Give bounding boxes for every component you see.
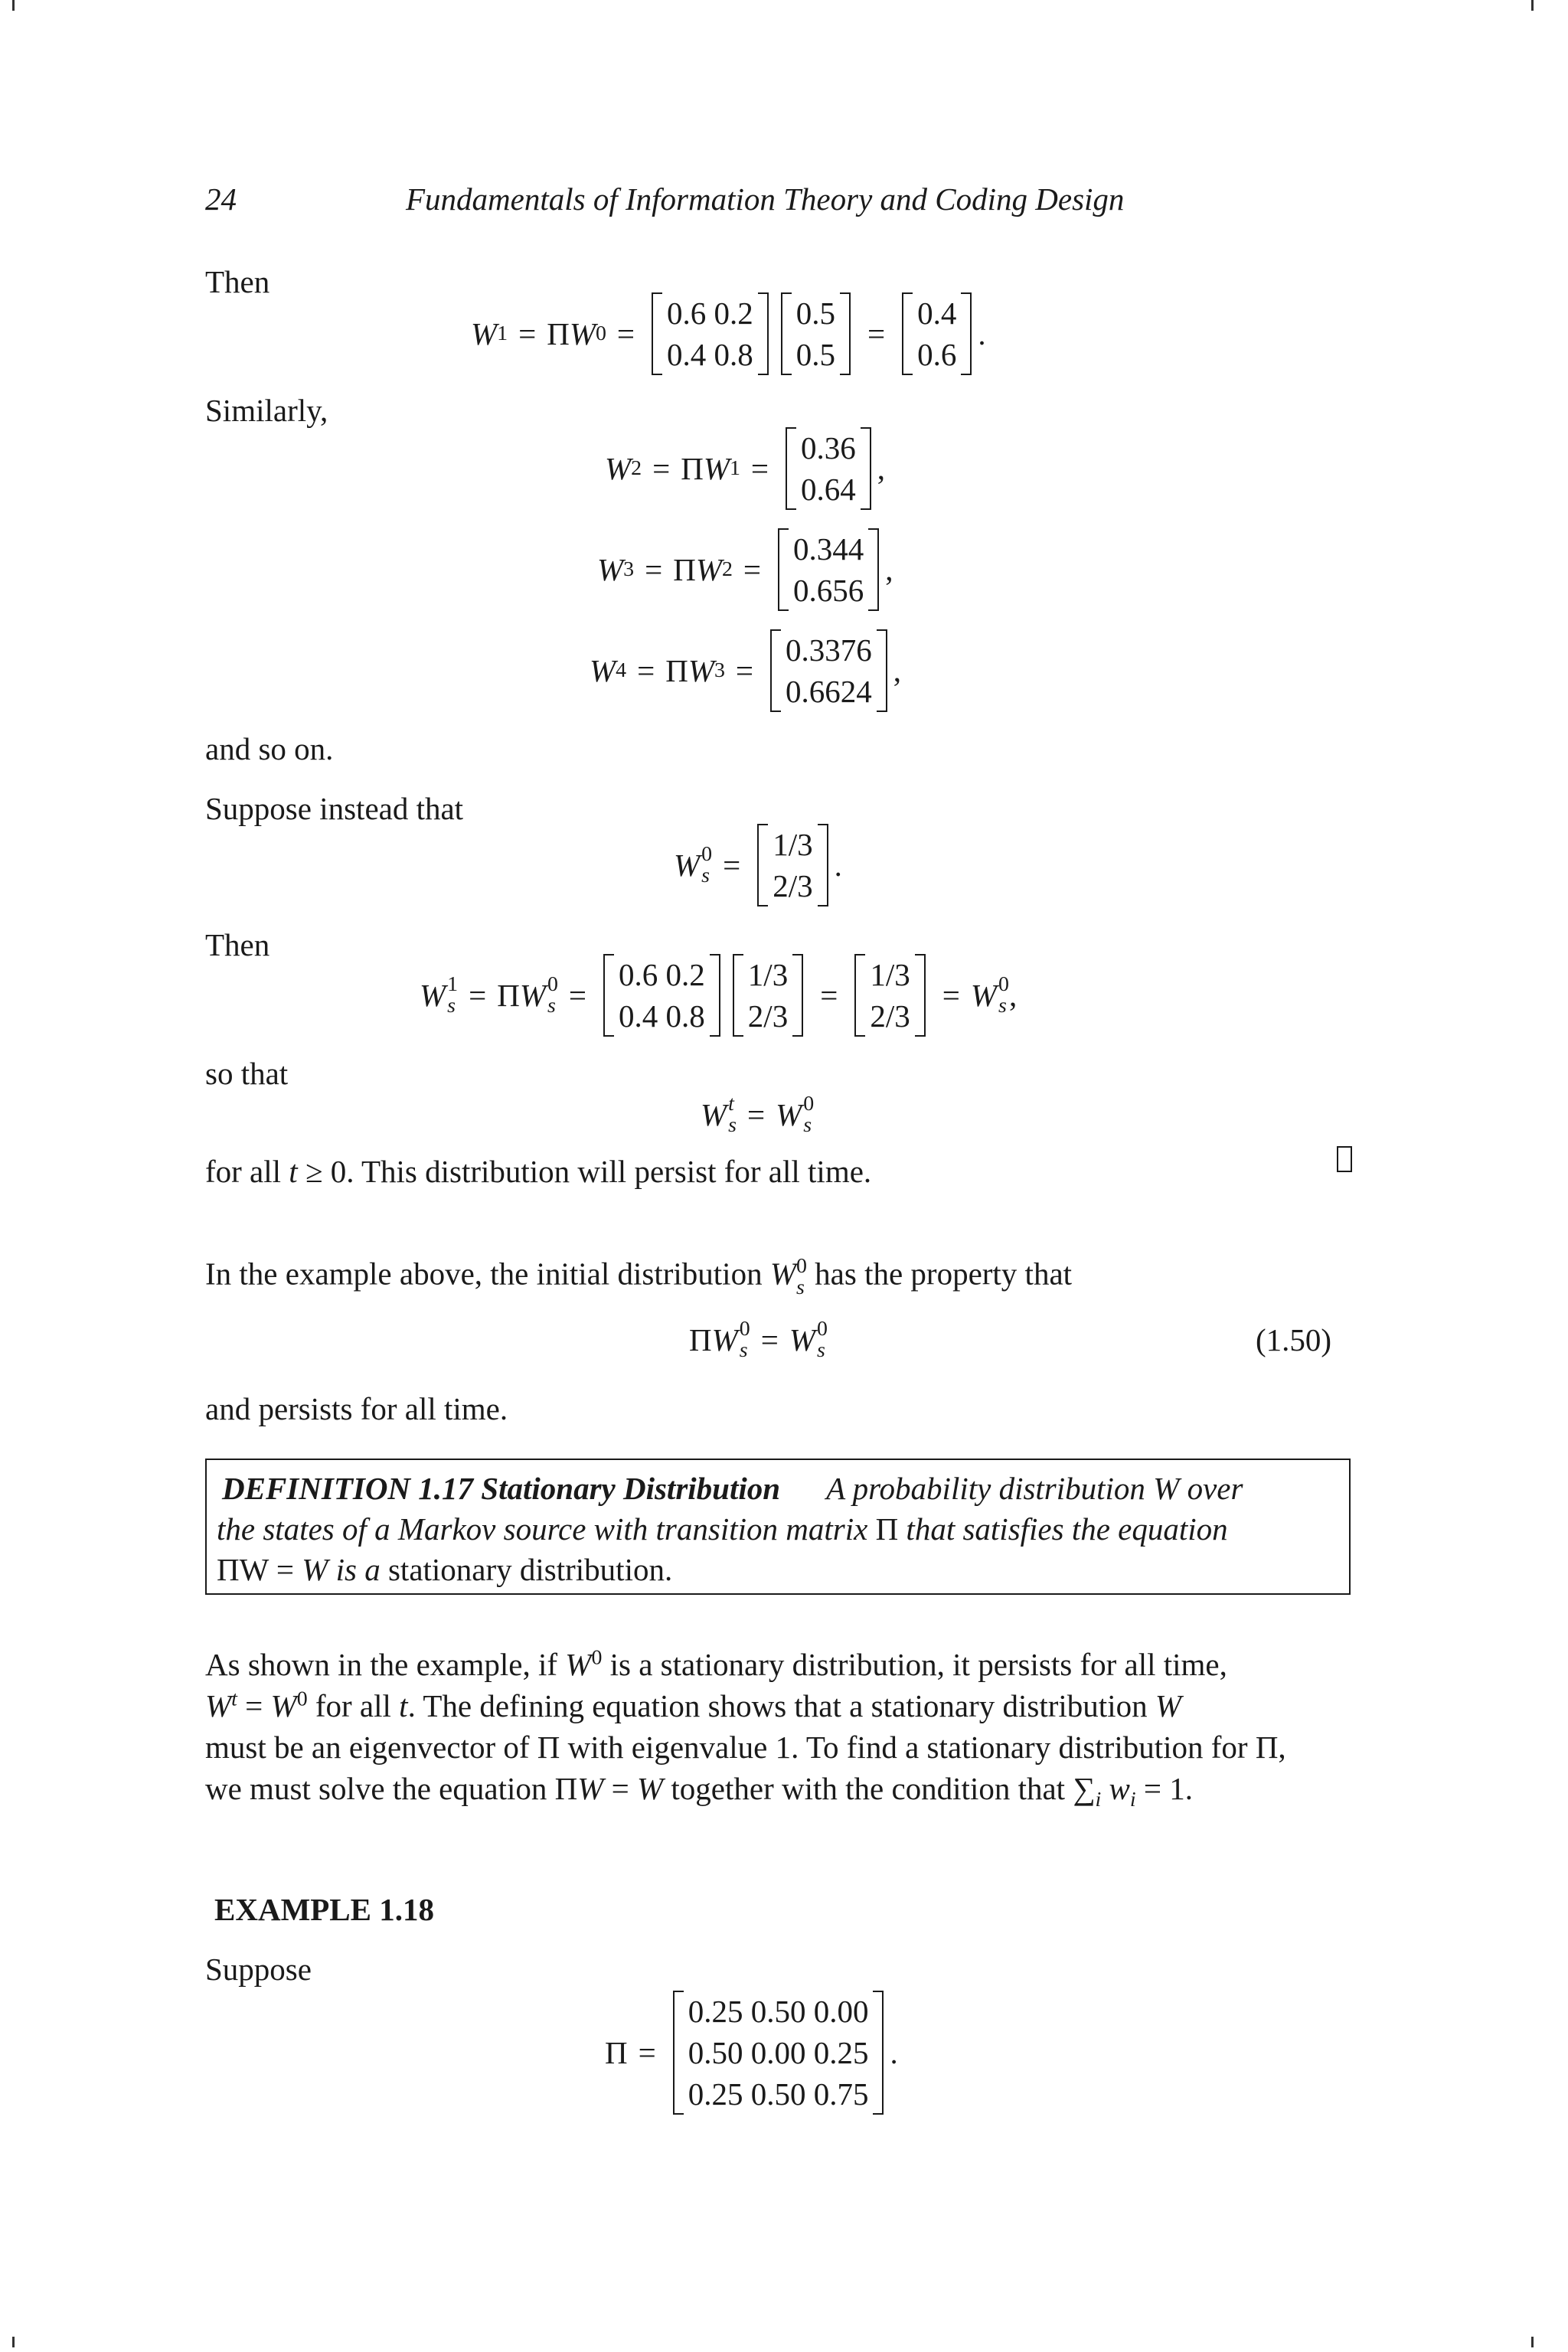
equation-ws0: W 0 s = 1/3 2/3 . [674,824,842,906]
equation-w4: W 4 = Π W 3 = 0.3376 0.6624 , [590,629,901,712]
equation-w1: W 1 = Π W 0 = 0.6 0.2 0.4 0.8 0.5 0.5 = 0.4 0.6 . [471,292,986,375]
text-persists: and persists for all time. [205,1391,508,1426]
text-then-2: Then [205,927,270,962]
text-suppose-instead: Suppose instead that [205,791,464,826]
vector-w1: 0.4 0.6 [902,292,972,375]
equation-ws1: W 1 s = Π W 0 s = 0.6 0.2 0.4 0.8 1/3 2/3 = 1/3 2/3 = W 0 s , [420,954,1017,1037]
text-then: Then [205,264,270,299]
matrix-pi-3x3: 0.25 0.50 0.00 0.50 0.00 0.25 0.25 0.50 0.75 [673,1991,884,2115]
example-heading: EXAMPLE 1.18 [214,1892,434,1927]
crop-mark [12,0,15,11]
definition-line-2: the states of a Markov source with transition matrix Π that satisfies the equation [217,1511,1228,1547]
equation-wst: W t s = W 0 s [701,1092,815,1137]
running-title: Fundamentals of Information Theory and Coding Design [406,181,1125,217]
paragraph-line-4: we must solve the equation ΠW = W together with the condition that $\sum_i$ $w_i = 1$. [205,1771,1194,1812]
text-similarly: Similarly, [205,393,328,428]
matrix-pi: 0.6 0.2 0.4 0.8 [652,292,769,375]
text-example-intro: In the example above, the initial distribution W 0 s has the property that [205,1254,1073,1299]
text-for-all: for all t ≥ 0. This distribution will persist for all time. [205,1154,872,1189]
crop-mark [1531,0,1534,11]
page-number: 24 [205,181,237,217]
equation-w3: W 3 = Π W 2 = 0.344 0.656 , [597,528,893,611]
text-and-so-on: and so on. [205,731,334,766]
text-so-that: so that [205,1056,289,1091]
text-suppose: Suppose [205,1952,312,1987]
equation-w2: W 2 = Π W 1 = 0.36 0.64 , [605,427,885,510]
equation-1-50: Π W 0 s = W 0 s [689,1317,828,1362]
paragraph-line-2: $W^t = W^0$ for all t. The defining equation shows that a stationary distribution W [205,1687,1181,1723]
definition-line-3: ΠW = W is a stationary distribution. [217,1552,673,1587]
paragraph-line-3: must be an eigenvector of Π with eigenvalue 1. To find a stationary distribution for Π, [205,1730,1286,1765]
definition-line-1: DEFINITION 1.17 Stationary Distribution A probability distribution W over [222,1471,1243,1506]
equation-pi-matrix: Π = 0.25 0.50 0.00 0.50 0.00 0.25 0.25 0.50 0.75 . [605,1991,898,2115]
paragraph-line-1: As shown in the example, if $W^0$ is a stationary distribution, it persists for all time, [205,1645,1227,1682]
crop-mark [12,2337,15,2347]
qed-box [1337,1146,1352,1172]
equation-number: (1.50) [1256,1322,1332,1357]
crop-mark [1531,2337,1534,2347]
vector-w0: 0.5 0.5 [781,292,851,375]
